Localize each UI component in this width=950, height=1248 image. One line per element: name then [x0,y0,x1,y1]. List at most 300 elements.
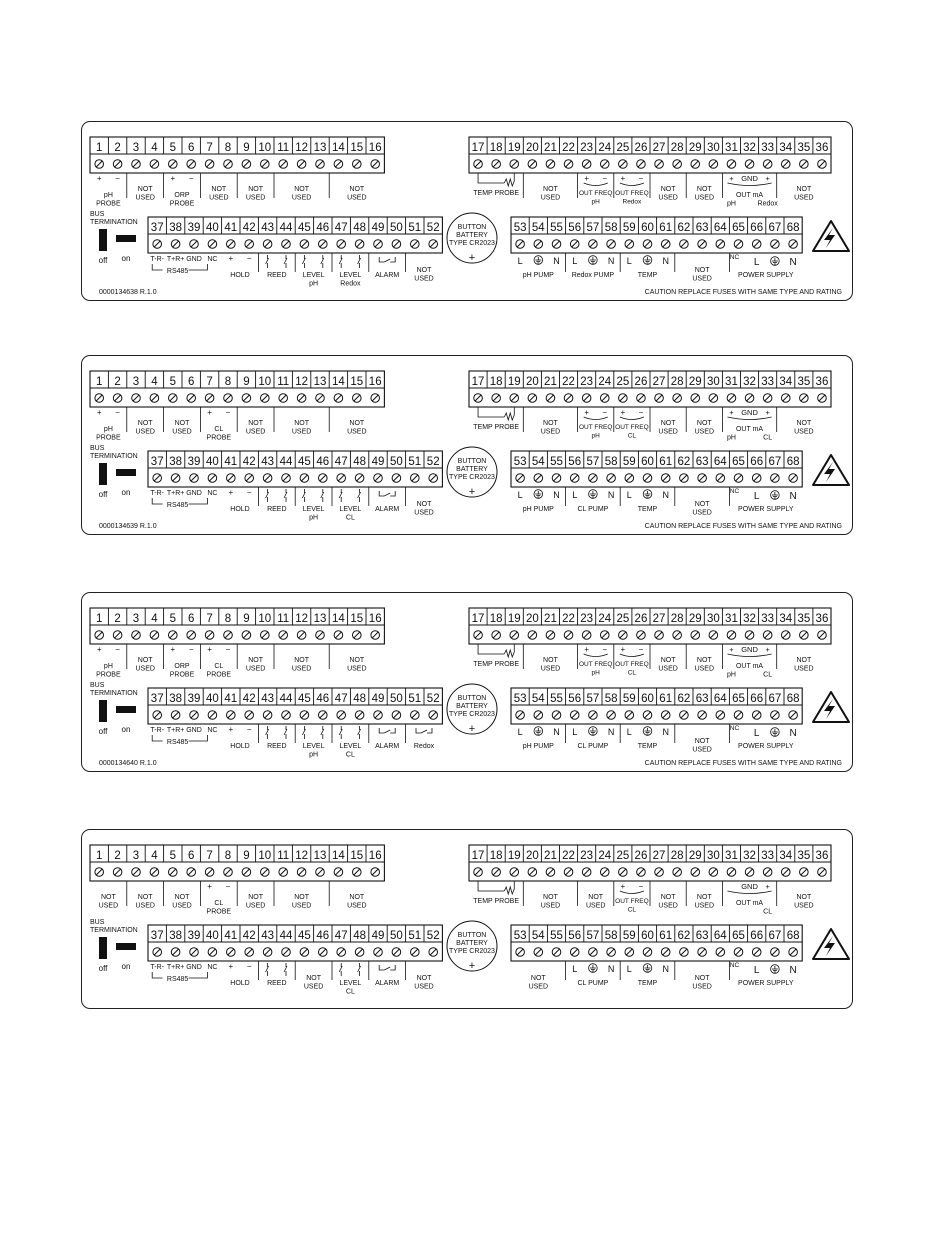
terminal-number: 57 [586,930,600,942]
switch-contact-icon [302,489,305,502]
terminal-number: 9 [243,613,250,625]
pin-live: L [572,727,578,737]
terminal-number: 15 [350,376,364,388]
terminal-number: 55 [550,930,563,942]
switch-contact-icon [321,255,324,268]
terminal-number: 45 [298,693,311,705]
earth-ground-icon [534,727,543,736]
terminal-number: 27 [652,613,666,625]
screw-terminal-icon [643,948,652,957]
group-label: NOT [696,186,712,193]
terminal-number: 36 [815,376,829,388]
terminal-number: 34 [779,850,793,862]
group-label: pH PUMP [522,743,554,750]
group-label: REED [267,272,287,279]
pin-neutral: N [553,727,560,737]
screw-terminal-icon [263,240,272,249]
pin-neutral: N [607,964,615,974]
screw-terminal-icon [374,474,383,483]
terminal-number: 56 [568,930,582,942]
screw-terminal-icon [691,160,700,169]
screw-terminal-icon [552,240,561,249]
screw-terminal-icon [546,868,555,877]
screw-terminal-icon [789,474,798,483]
group-label: LEVEL [339,980,362,987]
screw-terminal-icon [510,394,519,403]
frequency-output-bracket [584,417,608,420]
screw-terminal-icon [582,631,591,640]
screw-terminal-icon [227,948,236,957]
terminal-number: 38 [169,930,182,942]
screw-terminal-icon [279,160,288,169]
screw-terminal-icon [589,711,598,720]
screw-terminal-icon [316,160,325,169]
frequency-output-bracket [620,183,644,186]
terminal-number: 39 [187,456,201,468]
terminal-number: 44 [279,456,293,468]
group-label: NOT [796,894,812,901]
pin-neutral: N [607,490,615,500]
switch-contact-icon [321,726,324,739]
terminal-number: 25 [616,376,630,388]
terminal-number: 33 [761,376,775,388]
terminal-number: 52 [426,456,440,468]
screw-terminal-icon [279,868,288,877]
terminal-number: 36 [815,613,829,625]
frequency-output-bracket [620,417,644,420]
group-label: PROBE [206,908,232,916]
terminal-number: 68 [786,456,800,468]
bus-termination-label: TERMINATION [90,690,138,697]
earth-ground-icon [534,256,543,265]
screw-terminal-icon [150,394,159,403]
terminal-number: 17 [471,142,485,154]
terminal-number: 61 [659,222,673,234]
pin-live: L [517,727,523,737]
group-label: LEVEL [339,272,362,279]
screw-terminal-icon [727,868,736,877]
group-label: USED [347,902,367,910]
screw-terminal-icon [337,711,346,720]
screw-terminal-icon [261,631,270,640]
group-label: NOT [137,657,153,664]
high-voltage-warning-icon [813,929,849,959]
terminal-number: 39 [187,222,201,234]
battery-label: BUTTON [457,932,487,939]
pin-live: L [753,257,760,268]
group-label: NOT [101,894,116,901]
screw-terminal-icon [673,868,682,877]
battery-label: TYPE CR2023 [449,474,495,481]
screw-terminal-icon [224,394,233,403]
terminal-number: 8 [224,613,232,625]
pin-polarity: − [638,645,644,654]
screw-terminal-icon [781,394,790,403]
screw-terminal-icon [607,948,616,957]
group-label: USED [414,983,434,991]
pin-polarity: + [765,174,770,183]
screw-terminal-icon [637,394,646,403]
bus-termination-label: TERMINATION [90,453,138,460]
group-label: NOT [349,186,365,193]
comm-pin-label: NC [207,256,218,263]
pin-neutral: N [607,256,615,266]
terminal-number: 20 [525,850,539,862]
terminal-number: 5 [169,850,177,862]
screw-terminal-icon [245,240,254,249]
screw-terminal-icon [673,631,682,640]
screw-terminal-icon [113,160,122,169]
switch-contact-icon [266,726,269,739]
screw-terminal-icon [261,394,270,403]
terminal-number: 62 [677,693,691,705]
terminal-number: 65 [732,930,745,942]
group-label: PROBE [96,200,121,208]
board-part-code: 0000134639 R.1.0 [99,523,157,530]
terminal-number: 6 [187,376,195,388]
terminal-board-drawing [82,122,854,302]
terminal-number: 5 [169,613,177,625]
switch-contact-icon [302,726,305,739]
terminal-number: 34 [779,142,793,154]
terminal-number: 4 [151,142,158,154]
earth-ground-icon [643,964,652,973]
terminal-number: 13 [313,613,327,625]
group-label: pH PUMP [522,272,554,279]
pin-polarity: − [246,488,252,497]
group-label: pH [309,280,319,288]
pin-polarity: − [602,408,608,417]
terminal-number: 54 [531,222,545,234]
group-sublabel: CL [763,434,773,442]
group-label: POWER SUPPLY [738,272,794,279]
switch-contact-icon [339,963,342,976]
screw-terminal-icon [224,160,233,169]
earth-ground-icon [589,964,598,973]
screw-terminal-icon [371,160,380,169]
screw-terminal-icon [190,948,199,957]
terminal-number: 49 [371,456,385,468]
terminal-number: 29 [688,142,702,154]
group-label: OUT FREQ [615,661,649,668]
screw-terminal-icon [334,631,343,640]
screw-terminal-icon [800,631,809,640]
terminal-number: 42 [242,456,256,468]
terminal-number: 23 [580,142,594,154]
group-label: OUT mA [735,426,764,433]
switch-contact-icon [379,728,395,733]
terminal-number: 62 [677,222,691,234]
screw-terminal-icon [132,160,141,169]
screw-terminal-icon [698,240,707,249]
switch-contact-icon [358,255,361,268]
terminal-number: 24 [598,142,612,154]
screw-terminal-icon [637,868,646,877]
analog-output-bracket [727,891,771,894]
screw-terminal-icon [279,631,288,640]
terminal-number: 19 [507,376,521,388]
terminal-number: 53 [513,693,527,705]
pin-polarity: − [225,408,231,417]
screw-terminal-icon [673,394,682,403]
pin-polarity: − [638,882,644,891]
pin-polarity: GND [741,408,758,417]
terminal-number: 22 [562,850,575,862]
group-label: CL [627,906,637,914]
screw-terminal-icon [691,868,700,877]
group-label: NOT [530,975,546,982]
screw-terminal-icon [242,160,251,169]
screw-terminal-icon [589,948,598,957]
group-label: PROBE [96,671,121,679]
terminal-number: 61 [659,693,673,705]
earth-ground-icon [643,490,652,499]
switch-contact-icon [321,489,324,502]
terminal-number: 60 [641,930,654,942]
screw-terminal-icon [680,711,689,720]
group-label: HOLD [230,272,250,279]
terminal-number: 58 [604,456,618,468]
screw-terminal-icon [392,474,401,483]
battery-label: BUTTON [457,695,487,702]
screw-terminal-icon [245,711,254,720]
group-label: pH [591,198,600,206]
terminal-number: 48 [353,693,366,705]
screw-terminal-icon [316,631,325,640]
terminal-number: 37 [150,222,164,234]
group-label: pH [591,432,600,440]
terminal-number: 1 [95,142,103,154]
group-label: NOT [248,420,263,427]
terminal-number: 33 [761,850,775,862]
group-label: POWER SUPPLY [738,743,794,750]
terminal-number: 48 [353,222,366,234]
terminal-number: 55 [550,222,563,234]
pin-neutral: N [662,490,669,500]
terminal-number: 30 [706,613,720,625]
bus-termination-label: BUS [90,211,105,218]
screw-terminal-icon [353,160,362,169]
group-label: NOT [694,738,710,745]
terminal-number: 65 [732,456,745,468]
dip-switch-on [116,706,136,713]
terminal-number: 2 [114,850,121,862]
terminal-number: 49 [371,222,385,234]
screw-terminal-icon [763,631,772,640]
group-label: PROBE [169,200,195,208]
group-label: USED [414,509,434,517]
screw-terminal-icon [282,948,291,957]
terminal-number: 45 [298,222,311,234]
terminal-number: 45 [298,456,311,468]
terminal-number: 47 [334,693,348,705]
group-label: LEVEL [339,743,362,750]
screw-terminal-icon [245,474,254,483]
dip-switch-off [99,229,107,251]
group-label: NOT [660,420,676,427]
group-label: PROBE [169,671,195,679]
terminal-number: 43 [261,930,274,942]
screw-terminal-icon [510,631,519,640]
screw-terminal-icon [319,948,328,957]
battery-label: BATTERY [456,703,488,710]
group-label: NOT [211,186,227,193]
terminal-number: 3 [132,613,140,625]
group-label: USED [135,902,155,910]
switch-contact-icon [339,489,342,502]
screw-terminal-icon [716,711,725,720]
group-label: REED [267,743,287,750]
switch-contact-icon [339,726,342,739]
group-label: CL [345,514,355,522]
terminal-number: 67 [768,222,782,234]
group-label: USED [245,902,266,910]
dip-switch-on [116,943,136,950]
group-label: USED [98,902,119,910]
group-label: NOT [294,894,309,901]
group-sublabel: pH [726,434,736,442]
terminal-number: 20 [525,376,539,388]
screw-terminal-icon [374,240,383,249]
pin-polarity: + [207,882,212,891]
screw-terminal-icon [353,631,362,640]
switch-contact-icon [266,489,269,502]
group-label: OUT FREQ [615,898,649,905]
terminal-number: 32 [743,376,756,388]
terminal-number: 62 [677,456,691,468]
terminal-number: 18 [489,613,503,625]
terminal-number: 27 [652,376,666,388]
screw-terminal-icon [132,631,141,640]
terminal-number: 59 [622,930,636,942]
terminal-number: 25 [616,142,630,154]
battery-plus: + [468,960,476,972]
screw-terminal-icon [800,160,809,169]
comm-pin-label: GND [186,964,202,971]
battery-label: TYPE CR2023 [449,948,495,955]
pin-live: L [517,256,523,266]
screw-terminal-icon [691,394,700,403]
group-label: USED [172,428,192,436]
terminal-board-drawing [82,830,854,1010]
screw-terminal-icon [334,394,343,403]
pin-polarity: − [225,882,231,891]
terminal-number: 6 [187,613,195,625]
screw-terminal-icon [600,394,609,403]
terminal-number: 38 [169,456,182,468]
screw-terminal-icon [95,394,104,403]
screw-terminal-icon [698,711,707,720]
terminal-number: 20 [525,142,539,154]
battery-label: TYPE CR2023 [449,711,495,718]
group-label: NOT [416,267,432,274]
screw-terminal-icon [655,160,664,169]
terminal-number: 14 [332,376,345,388]
screw-terminal-icon [132,868,141,877]
screw-terminal-icon [781,631,790,640]
screw-terminal-icon [492,868,501,877]
pin-neutral: N [662,256,669,266]
pin-polarity: + [620,645,626,654]
group-label: NOT [137,420,153,427]
switch-contact-icon [379,965,395,970]
screw-terminal-icon [374,711,383,720]
screw-terminal-icon [661,240,670,249]
dip-switch-off [99,463,107,485]
screw-terminal-icon [316,868,325,877]
group-label: USED [794,665,814,673]
group-label: HOLD [230,980,250,987]
terminal-number: 7 [206,142,213,154]
screw-terminal-icon [534,711,543,720]
screw-terminal-icon [205,160,214,169]
group-label: USED [692,983,712,991]
screw-terminal-icon [429,240,438,249]
comm-pin-label: T+R+ [166,727,185,734]
terminal-number: 54 [531,456,545,468]
terminal-number: 38 [169,222,182,234]
screw-terminal-icon [371,394,380,403]
terminal-number: 31 [725,850,738,862]
group-label: USED [658,902,678,910]
screw-terminal-icon [680,240,689,249]
group-label: Redox [413,743,435,750]
screw-terminal-icon [789,948,798,957]
screw-terminal-icon [570,711,579,720]
terminal-number: 66 [750,693,764,705]
terminal-number: 51 [408,930,422,942]
terminal-number: 28 [670,850,684,862]
terminal-number: 55 [550,456,563,468]
terminal-number: 35 [797,376,811,388]
rs485-label: RS485 [166,976,189,983]
screw-terminal-icon [474,160,483,169]
group-label: USED [540,902,561,910]
terminal-number: 66 [750,456,764,468]
switch-off-label: off [98,256,108,265]
group-label: USED [135,428,155,436]
group-label: LEVEL [302,272,325,279]
terminal-number: 36 [815,142,829,154]
group-label: pH [103,426,113,433]
terminal-number: 58 [604,693,618,705]
terminal-number: 8 [224,376,232,388]
pin-polarity: − [115,645,120,654]
screw-terminal-icon [734,948,743,957]
screw-terminal-icon [474,868,483,877]
rs485-label: RS485 [166,268,189,275]
group-label: USED [172,902,192,910]
screw-terminal-icon [227,474,236,483]
screw-terminal-icon [392,240,401,249]
terminal-number: 27 [652,142,666,154]
screw-terminal-icon [169,868,178,877]
screw-terminal-icon [655,394,664,403]
terminal-number: 8 [224,142,232,154]
terminal-number: 23 [580,376,594,388]
screw-terminal-icon [643,240,652,249]
screw-terminal-icon [771,948,780,957]
screw-terminal-icon [680,948,689,957]
terminal-number: 1 [95,613,103,625]
terminal-number: 21 [544,142,557,154]
pin-live: L [626,964,632,974]
screw-terminal-icon [516,711,525,720]
screw-terminal-icon [190,240,199,249]
group-label: NOT [174,894,190,901]
group-label: NOT [796,657,812,664]
terminal-number: 63 [695,456,709,468]
